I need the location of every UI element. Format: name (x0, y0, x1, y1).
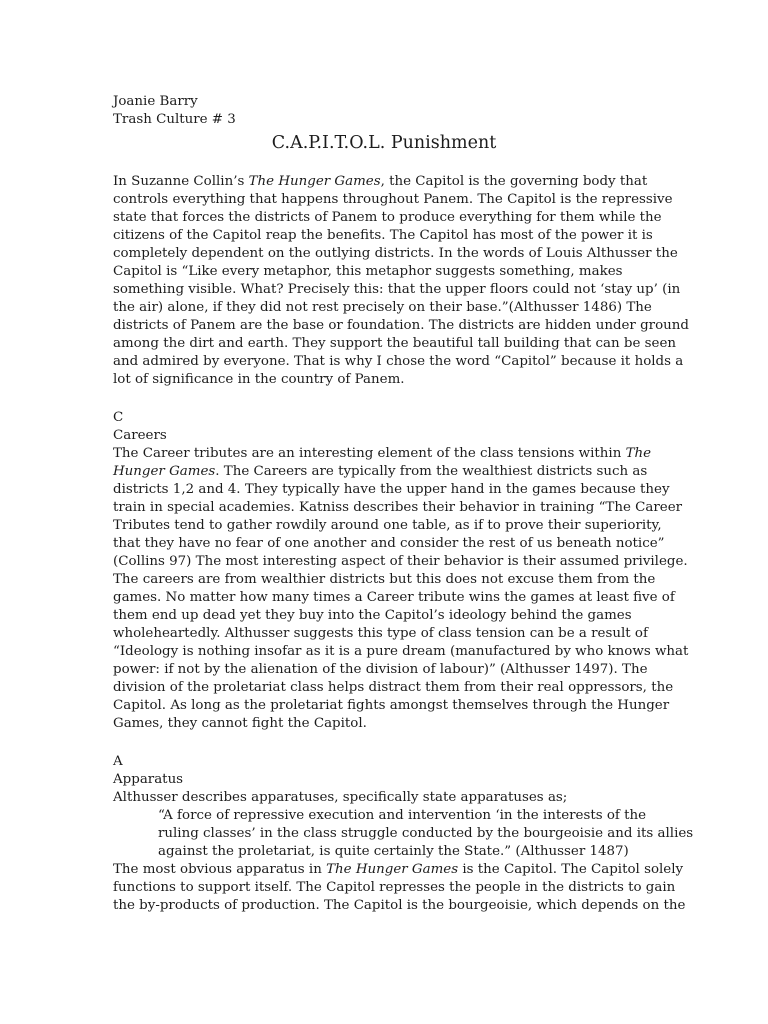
text-line: districts of Panem are the base or foundation. The districts are hidden under ground (113, 318, 689, 333)
text-line: The careers are from wealthier districts but this does not excuse them from the (113, 572, 656, 587)
text-line: Hunger Games. The Careers are typically from the wealthiest districts such as (113, 464, 648, 479)
text-line: power: if not by the alienation of the division of labour)” (Althusser 1497). The (113, 662, 648, 677)
text-line: controls everything that happens throughout Panem. The Capitol is the repressive (113, 192, 673, 207)
text-line: wholeheartedly. Althusser suggests this type of class tension can be a result of (113, 626, 648, 641)
text-line: districts 1,2 and 4. They typically have the upper hand in the games because they (113, 482, 670, 497)
text-line: completely dependent on the outlying districts. In the words of Louis Althusser the (113, 246, 678, 261)
text-line: (Collins 97) The most interesting aspect of their behavior is their assumed privilege. (113, 554, 688, 569)
text-line: lot of significance in the country of Panem. (113, 372, 405, 387)
book-title: The Hunger Games (248, 174, 381, 189)
section-letter: C (113, 410, 124, 425)
text-line: Althusser describes apparatuses, specifically state apparatuses as; (113, 790, 568, 805)
text-line: games. No matter how many times a Career tribute wins the games at least five of (113, 590, 675, 605)
text-line: train in special academies. Katniss describes their behavior in training “The Career (113, 500, 683, 515)
text-line: Games, they cannot fight the Capitol. (113, 716, 367, 731)
text-line: citizens of the Capitol reap the benefits. The Capitol has most of the power it is (113, 228, 653, 243)
text-line: something visible. What? Precisely this: that the upper floors could not ‘stay up’ (in (113, 282, 681, 297)
text-line: Capitol is “Like every metaphor, this metaphor suggests something, makes (113, 264, 623, 279)
book-title: The (625, 446, 652, 461)
text-line: Tributes tend to gather rowdily around one table, as if to prove their superiority, (113, 518, 662, 533)
section-letter: A (113, 754, 123, 769)
book-title: Hunger Games (113, 464, 216, 479)
quote-line: against the proletariat, is quite certainly the State.” (Althusser 1487) (158, 844, 629, 859)
text-line: Capitol. As long as the proletariat fights amongst themselves through the Hunger (113, 698, 670, 713)
text-line: the air) alone, if they did not rest precisely on their base.”(Althusser 1486) The (113, 300, 652, 315)
book-title: The Hunger Games (326, 862, 459, 877)
text-line: state that forces the districts of Panem to produce everything for them while the (113, 210, 662, 225)
text-line: them end up dead yet they buy into the Capitol’s ideology behind the games (113, 608, 632, 623)
text-line: “Ideology is nothing insofar as it is a pure dream (manufactured by who knows what (113, 644, 689, 659)
document-title: C.A.P.I.T.O.L. Punishment (271, 133, 497, 153)
text-line: that they have no fear of one another and consider the rest of us beneath notice” (113, 536, 665, 551)
text-line: the by-products of production. The Capitol is the bourgeoisie, which depends on the (113, 898, 686, 913)
text-line: functions to support itself. The Capitol represses the people in the districts to gain (113, 880, 676, 895)
author-name: Joanie Barry (113, 94, 198, 109)
section-heading: Apparatus (113, 772, 184, 787)
section-heading: Careers (113, 428, 167, 443)
text-line: division of the proletariat class helps distract them from their real oppressors, the (113, 680, 674, 695)
text-line: The Career tributes are an interesting element of the class tensions within The (113, 446, 652, 461)
text-line: The most obvious apparatus in The Hunger Games is the Capitol. The Capitol solely (113, 862, 684, 877)
course-name: Trash Culture # 3 (113, 112, 236, 127)
text-line: among the dirt and earth. They support the beautiful tall building that can be seen (113, 336, 676, 351)
quote-line: “A force of repressive execution and intervention ‘in the interests of the (158, 808, 647, 823)
text-line: In Suzanne Collin’s The Hunger Games, the Capitol is the governing body that (113, 174, 648, 189)
text-line: and admired by everyone. That is why I chose the word “Capitol” because it holds a (113, 354, 684, 369)
quote-line: ruling classes’ in the class struggle conducted by the bourgeoisie and its allies (158, 826, 694, 841)
